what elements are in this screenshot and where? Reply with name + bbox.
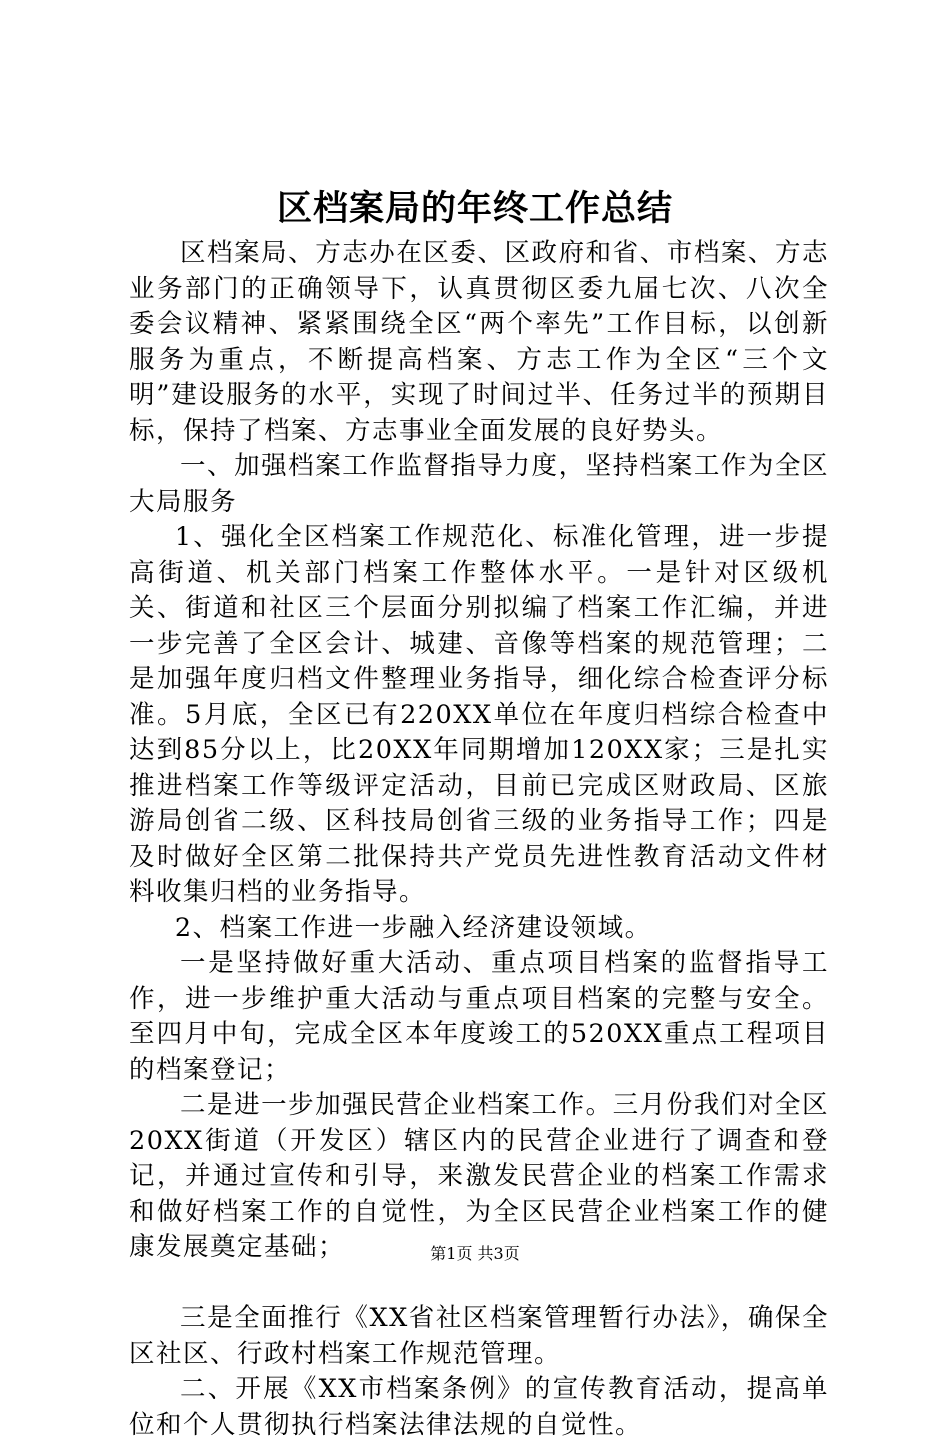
document-title: 区档案局的年终工作总结	[276, 188, 673, 229]
item-paragraph-3: 三是全面推行《XX省社区档案管理暂行办法》，确保全区社区、行政村档案工作规范管理。	[129, 1303, 829, 1369]
intro-paragraph: 区档案局、方志办在区委、区政府和省、市档案、方志业务部门的正确领导下，认真贯彻区委九届七次、八次全委会议精神、紧紧围绕全区“两个率先”工作目标，以创新服务为重点，不断提高档案、方志工作为全区“三个文明”建设服务的水平，实现了时间过半、任务过半的预期目标，保持了档案、方志事业全面发展的良好势头。	[129, 238, 829, 446]
item-paragraph-2: 二是进一步加强民营企业档案工作。三月份我们对全区20XX街道（开发区）辖区内的民营企业进行了调查和登记，并通过宣传和引导，来激发民营企业的档案工作需求和做好档案工作的自觉性，为全区民营企业档案工作的健康发展奠定基础；	[129, 1090, 829, 1262]
subsection-heading-2: 2、档案工作进一步融入经济建设领域。	[174, 912, 652, 943]
subsection-paragraph-1: 1、强化全区档案工作规范化、标准化管理，进一步提高街道、机关部门档案工作整体水平。一是针对区级机关、街道和社区三个层面分别拟编了档案工作汇编，并进一步完善了全区会计、城建、音像等档案的规范管理；二是加强年度归档文件整理业务指导，细化综合检查评分标准。5月底，全区已有220XX单位在年度归档综合检查中达到85分以上，比20XX年同期增加120XX家；三是扎实推进档案工作等级评定活动，目前已完成区财政局、区旅游局创省二级、区科技局创省三级的业务指导工作；四是及时做好全区第二批保持共产党员先进性教育活动文件材料收集归档的业务指导。	[129, 522, 829, 907]
page-footer: 第1页 共3页	[430, 1244, 520, 1263]
section-heading-2: 二、开展《XX市档案条例》的宣传教育活动，提高单位和个人贯彻执行档案法律法规的自觉性。	[129, 1374, 829, 1440]
item-paragraph-1: 一是坚持做好重大活动、重点项目档案的监督指导工作，进一步维护重大活动与重点项目档案的完整与安全。至四月中旬，完成全区本年度竣工的520XX重点工程项目的档案登记；	[129, 948, 829, 1085]
section-heading-1: 一、加强档案工作监督指导力度，坚持档案工作为全区大局服务	[129, 451, 829, 517]
